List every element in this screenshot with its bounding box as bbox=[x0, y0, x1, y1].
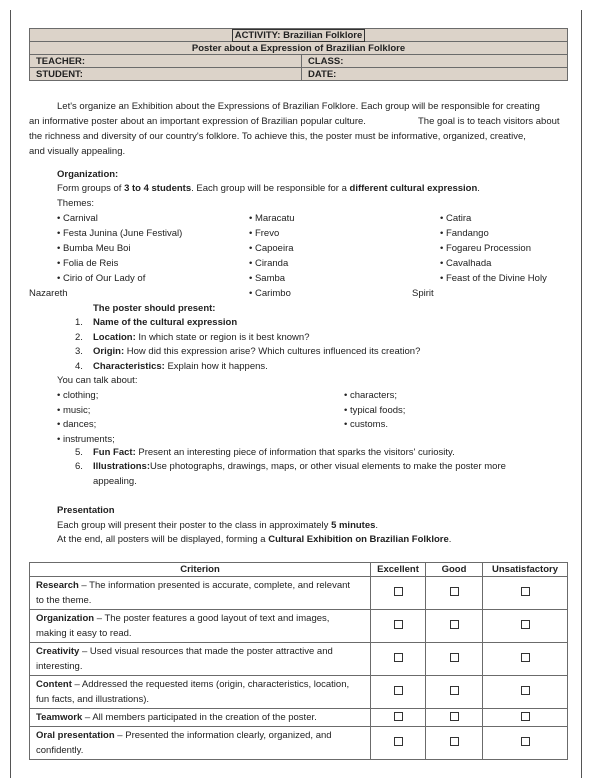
presentation-line-2: At the end, all posters will be displayed, forming a Cultural Exhibition on Brazilian Folklore. bbox=[57, 534, 452, 545]
groups-instruction: Form groups of 3 to 4 students. Each group will be responsible for a different cultural expression. bbox=[57, 183, 480, 194]
header-table bbox=[29, 28, 568, 81]
list-item: • characters; bbox=[344, 390, 397, 401]
criterion-cell: Content – Addressed the requested items (origin, characteristics, location, fun facts, and illustrations). bbox=[30, 676, 371, 709]
intro-line-1: Let's organize an Exhibition about the Expressions of Brazilian Folklore. Each group will be responsible for creating bbox=[57, 101, 540, 112]
intro-line-4: and visually appealing. bbox=[29, 146, 126, 157]
poster-item-6: 6. bbox=[75, 461, 83, 472]
intro-line-3: the richness and diversity of our country's folklore. To achieve this, the poster must be informative, organized, creative, bbox=[29, 131, 526, 142]
class-field[interactable]: CLASS: bbox=[302, 55, 568, 68]
column-header-criterion: Criterion bbox=[30, 563, 371, 577]
theme-item: • Bumba Meu Boi bbox=[57, 243, 131, 254]
poster-item-2: 2. bbox=[75, 332, 83, 343]
criterion-cell: Creativity – Used visual resources that made the poster attractive and interesting. bbox=[30, 643, 371, 676]
poster-item-3: 3. bbox=[75, 346, 83, 357]
good-checkbox[interactable] bbox=[450, 737, 459, 746]
themes-column-1 bbox=[57, 211, 182, 286]
themes-label: Themes: bbox=[57, 198, 94, 209]
unsatisfactory-checkbox[interactable] bbox=[521, 737, 530, 746]
poster-item-4-text: Characteristics: Explain how it happens. bbox=[93, 361, 268, 372]
themes-column-2 bbox=[249, 211, 295, 301]
theme-item: • Fandango bbox=[440, 228, 489, 239]
date-field[interactable]: DATE: bbox=[302, 68, 568, 81]
poster-item-5-text: Fun Fact: Present an interesting piece of information that sparks the visitors' curiosity. bbox=[93, 447, 455, 458]
theme-item: • Carnival bbox=[57, 213, 98, 224]
poster-item-3-text: Origin: How did this expression arise? Which cultures influenced its creation? bbox=[93, 346, 421, 357]
rubric-header-row bbox=[30, 563, 568, 577]
excellent-checkbox[interactable] bbox=[394, 620, 403, 629]
poster-heading: The poster should present: bbox=[93, 303, 216, 314]
teacher-field[interactable]: TEACHER: bbox=[30, 55, 302, 68]
student-field[interactable]: STUDENT: bbox=[30, 68, 302, 81]
theme-item-wrap: Nazareth bbox=[29, 288, 68, 299]
theme-item: • Capoeira bbox=[249, 243, 294, 254]
good-checkbox[interactable] bbox=[450, 653, 459, 662]
theme-item: • Fogareu Procession bbox=[440, 243, 531, 254]
organization-heading: Organization: bbox=[57, 169, 119, 180]
poster-item-6-text: Illustrations:Use photographs, drawings, maps, or other visual elements to make the poster more bbox=[93, 461, 506, 472]
unsatisfactory-checkbox[interactable] bbox=[521, 587, 530, 596]
presentation-heading: Presentation bbox=[57, 505, 115, 516]
list-item: • instruments; bbox=[57, 433, 115, 445]
unsatisfactory-checkbox[interactable] bbox=[521, 620, 530, 629]
intro-line-2a: an informative poster about an important expression of Brazilian popular culture. bbox=[29, 116, 366, 127]
poster-item-5: 5. bbox=[75, 447, 83, 458]
themes-column-3 bbox=[440, 211, 547, 286]
list-item: • dances; bbox=[57, 419, 97, 430]
unsatisfactory-checkbox[interactable] bbox=[521, 653, 530, 662]
activity-title: ACTIVITY: Brazilian Folklore bbox=[30, 29, 568, 42]
theme-item: • Maracatu bbox=[249, 213, 295, 224]
excellent-checkbox[interactable] bbox=[394, 712, 403, 721]
theme-item: • Feast of the Divine Holy bbox=[440, 273, 547, 284]
excellent-checkbox[interactable] bbox=[394, 737, 403, 746]
unsatisfactory-checkbox[interactable] bbox=[521, 686, 530, 695]
poster-subtitle: Poster about a Expression of Brazilian Folklore bbox=[30, 42, 568, 55]
list-item: • clothing; bbox=[57, 390, 99, 401]
theme-item: • Carimbo bbox=[249, 288, 291, 299]
talk-about-label: You can talk about: bbox=[57, 375, 138, 386]
excellent-checkbox[interactable] bbox=[394, 653, 403, 662]
good-checkbox[interactable] bbox=[450, 620, 459, 629]
list-item: • music; bbox=[57, 404, 91, 416]
theme-item: • Frevo bbox=[249, 228, 280, 239]
table-row bbox=[30, 643, 568, 676]
unsatisfactory-checkbox[interactable] bbox=[521, 712, 530, 721]
table-row bbox=[30, 709, 568, 727]
excellent-checkbox[interactable] bbox=[394, 587, 403, 596]
poster-item-4: 4. bbox=[75, 361, 83, 372]
theme-item: • Festa Junina (June Festival) bbox=[57, 228, 183, 239]
poster-item-1-text: Name of the cultural expression bbox=[93, 317, 238, 328]
poster-item-2-text: Location: In which state or region is it best known? bbox=[93, 332, 310, 343]
talk-column-1 bbox=[57, 389, 115, 447]
criterion-cell: Oral presentation – Presented the information clearly, organized, and confidently. bbox=[30, 727, 371, 760]
excellent-checkbox[interactable] bbox=[394, 686, 403, 695]
table-row bbox=[30, 577, 568, 610]
good-checkbox[interactable] bbox=[450, 712, 459, 721]
theme-item: • Folia de Reis bbox=[57, 258, 119, 269]
rubric-table bbox=[29, 562, 568, 760]
table-row bbox=[30, 610, 568, 643]
criterion-cell: Research – The information presented is accurate, complete, and relevant to the theme. bbox=[30, 577, 371, 610]
table-row bbox=[30, 727, 568, 760]
intro-line-2b: The goal is to teach visitors about bbox=[418, 116, 560, 127]
theme-item: • Ciranda bbox=[249, 258, 289, 269]
good-checkbox[interactable] bbox=[450, 587, 459, 596]
criterion-cell: Organization – The poster features a good layout of text and images, making it easy to read. bbox=[30, 610, 371, 643]
presentation-line-1: Each group will present their poster to the class in approximately 5 minutes. bbox=[57, 520, 379, 531]
column-header-unsatisfactory: Unsatisfactory bbox=[483, 563, 568, 577]
theme-item: • Cavalhada bbox=[440, 258, 492, 269]
list-item: • customs. bbox=[344, 419, 388, 430]
poster-item-6-wrap: appealing. bbox=[93, 476, 137, 487]
theme-item: • Cirio of Our Lady of bbox=[57, 273, 146, 284]
theme-item: • Samba bbox=[249, 273, 286, 284]
theme-item-wrap: Spirit bbox=[412, 288, 434, 299]
column-header-good: Good bbox=[426, 563, 483, 577]
talk-column-2 bbox=[344, 389, 405, 433]
theme-item: • Catira bbox=[440, 213, 472, 224]
criterion-cell: Teamwork – All members participated in the creation of the poster. bbox=[30, 709, 371, 727]
table-row bbox=[30, 676, 568, 709]
list-item: • typical foods; bbox=[344, 404, 406, 416]
good-checkbox[interactable] bbox=[450, 686, 459, 695]
column-header-excellent: Excellent bbox=[371, 563, 426, 577]
poster-item-1: 1. bbox=[75, 317, 83, 328]
